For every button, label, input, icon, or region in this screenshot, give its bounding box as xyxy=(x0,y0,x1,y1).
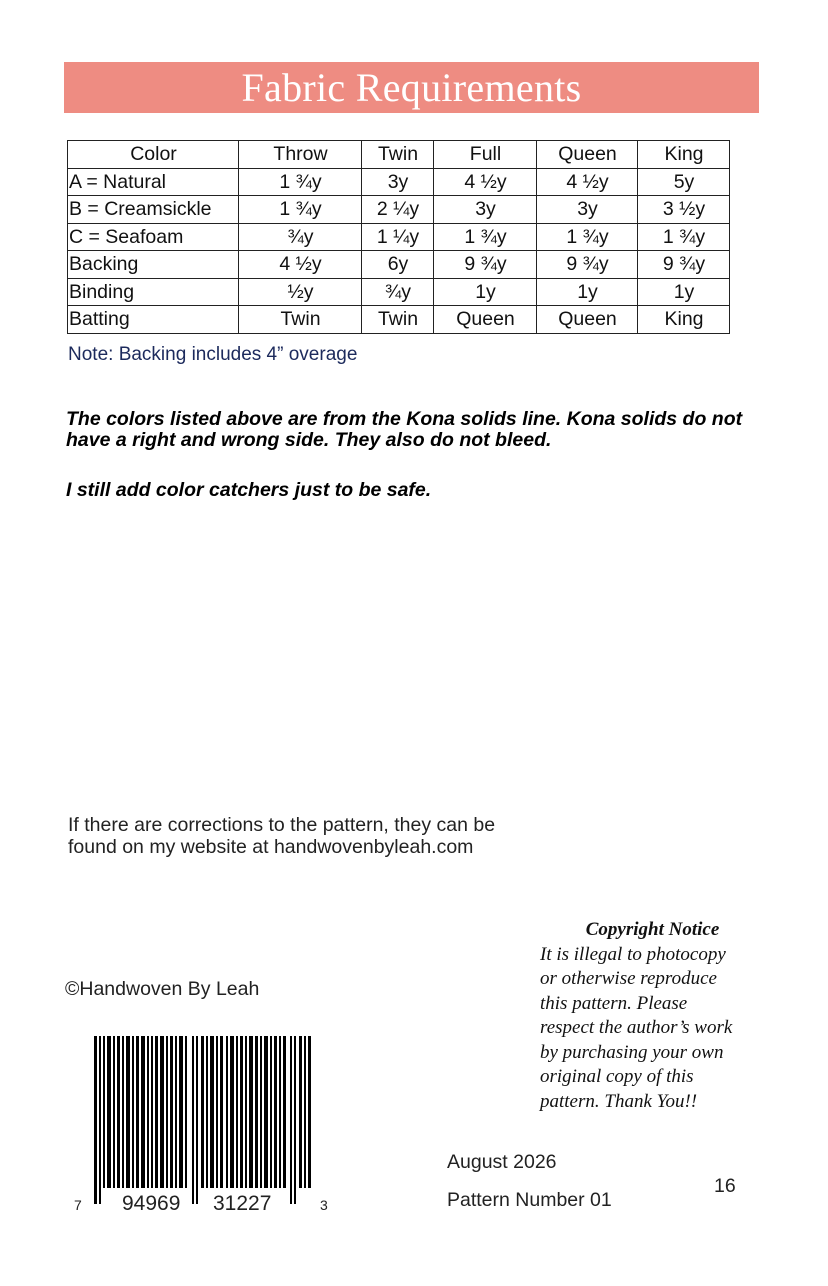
notice-line: It is illegal to photocopy xyxy=(540,943,726,965)
color-catchers-paragraph: I still add color catchers just to be safe. xyxy=(66,479,432,501)
barcode-group-2: 31227 xyxy=(213,1192,272,1215)
row-label: Batting xyxy=(68,306,239,334)
barcode-bar xyxy=(308,1036,311,1188)
table-cell: 2 ¼y xyxy=(362,196,434,224)
table-cell: 1 ¾y xyxy=(638,223,730,251)
page-number: 16 xyxy=(714,1175,736,1197)
barcode-digit-left: 7 xyxy=(74,1197,82,1213)
barcode-bar xyxy=(255,1036,258,1188)
barcode-bar xyxy=(175,1036,177,1188)
notice-line: pattern. Thank You!! xyxy=(540,1090,698,1112)
publication-date: August 2026 xyxy=(447,1151,557,1173)
header-full: Full xyxy=(434,141,537,169)
barcode-bar xyxy=(240,1036,243,1188)
barcode-bar xyxy=(151,1036,153,1188)
header-color: Color xyxy=(68,141,239,169)
barcode-bar xyxy=(299,1036,302,1188)
table-cell: 1y xyxy=(434,278,537,306)
barcode-bar xyxy=(136,1036,139,1188)
barcode-bar xyxy=(160,1036,164,1188)
barcode-bar xyxy=(226,1036,228,1188)
header-twin: Twin xyxy=(362,141,434,169)
barcode-bar xyxy=(274,1036,277,1188)
table-cell: Twin xyxy=(362,306,434,334)
corrections-notice xyxy=(68,814,588,858)
corrections-line-1: If there are corrections to the pattern, they can be xyxy=(68,814,496,836)
table-cell: 1 ¾y xyxy=(537,223,638,251)
row-label: A = Natural xyxy=(68,168,239,196)
notice-line: by purchasing your own xyxy=(540,1041,724,1063)
barcode-bar xyxy=(279,1036,281,1188)
barcode-bar xyxy=(260,1036,262,1188)
table-row xyxy=(68,306,730,334)
barcode-bar xyxy=(117,1036,120,1188)
barcode-bar xyxy=(103,1036,105,1188)
table-cell: King xyxy=(638,306,730,334)
notice-line: or otherwise reproduce xyxy=(540,968,717,989)
barcode-guard-bar xyxy=(192,1036,194,1204)
table-cell: 4 ½y xyxy=(239,251,362,279)
kona-solids-paragraph: The colors listed above are from the Kona solids line. Kona solids do not have a right and wrong side. They also do not bleed. xyxy=(66,408,743,451)
table-cell: 9 ¾y xyxy=(537,251,638,279)
copyright-owner: ©Handwoven By Leah xyxy=(65,978,260,1000)
notice-line: respect the author’s work xyxy=(540,1017,733,1038)
barcode-bar xyxy=(122,1036,124,1188)
copyright-notice xyxy=(540,918,780,1114)
table-cell: 6y xyxy=(362,251,434,279)
barcode-bar xyxy=(210,1036,214,1188)
barcode-guard-bar xyxy=(99,1036,101,1204)
barcode-bar xyxy=(283,1036,286,1188)
header-throw: Throw xyxy=(239,141,362,169)
table-cell: 3 ½y xyxy=(638,196,730,224)
table-cell: 3y xyxy=(434,196,537,224)
table-cell: 1y xyxy=(638,278,730,306)
barcode-bar xyxy=(155,1036,158,1188)
barcode-bar xyxy=(201,1036,204,1188)
table-cell: Queen xyxy=(434,306,537,334)
barcode-bar xyxy=(107,1036,111,1188)
table-row xyxy=(68,251,730,279)
table-header-row xyxy=(68,141,730,169)
table-cell: Twin xyxy=(239,306,362,334)
table-cell: 3y xyxy=(362,168,434,196)
notice-line: original copy of this xyxy=(540,1066,694,1087)
barcode-bar xyxy=(304,1036,306,1188)
row-label: Backing xyxy=(68,251,239,279)
table-cell: 1 ¾y xyxy=(239,196,362,224)
barcode-guard-bar xyxy=(290,1036,292,1204)
table-cell: 9 ¾y xyxy=(638,251,730,279)
barcode xyxy=(66,1036,336,1216)
table-cell: 1y xyxy=(537,278,638,306)
table-cell: 5y xyxy=(638,168,730,196)
pattern-number: Pattern Number 01 xyxy=(447,1189,612,1211)
table-cell: 4 ½y xyxy=(434,168,537,196)
table-cell: 3y xyxy=(537,196,638,224)
table-cell: Queen xyxy=(537,306,638,334)
barcode-bar xyxy=(230,1036,234,1188)
copyright-notice-title: Copyright Notice xyxy=(585,919,720,940)
table-cell: ½y xyxy=(239,278,362,306)
barcode-bar xyxy=(141,1036,145,1188)
barcode-digit-right: 3 xyxy=(320,1197,328,1213)
barcode-bar xyxy=(126,1036,130,1188)
barcode-bar xyxy=(147,1036,149,1188)
table-cell: 1 ¾y xyxy=(434,223,537,251)
barcode-bar xyxy=(220,1036,223,1188)
row-label: C = Seafoam xyxy=(68,223,239,251)
corrections-line-2: found on my website at handwovenbyleah.com xyxy=(68,836,474,858)
backing-note: Note: Backing includes 4” overage xyxy=(68,344,358,365)
barcode-bar xyxy=(185,1036,187,1188)
notice-line: this pattern. Please xyxy=(540,992,688,1014)
barcode-bar xyxy=(113,1036,115,1188)
barcode-bar xyxy=(179,1036,183,1188)
table-cell: 1 ¼y xyxy=(362,223,434,251)
barcode-group-1: 94969 xyxy=(122,1192,181,1215)
barcode-bar xyxy=(216,1036,218,1188)
table-row xyxy=(68,168,730,196)
barcode-guard-bar xyxy=(294,1036,296,1204)
table-cell: 4 ½y xyxy=(537,168,638,196)
barcode-guard-bar xyxy=(94,1036,97,1204)
table-cell: 1 ¾y xyxy=(239,168,362,196)
table-row xyxy=(68,196,730,224)
header-queen: Queen xyxy=(537,141,638,169)
page-title-banner xyxy=(64,62,759,113)
barcode-bar xyxy=(264,1036,268,1188)
barcode-bar xyxy=(249,1036,253,1188)
table-row xyxy=(68,278,730,306)
row-label: B = Creamsickle xyxy=(68,196,239,224)
barcode-guard-bar xyxy=(196,1036,198,1204)
barcode-bar xyxy=(206,1036,208,1188)
header-king: King xyxy=(638,141,730,169)
barcode-bar xyxy=(132,1036,134,1188)
barcode-bar xyxy=(245,1036,247,1188)
fabric-requirements-table xyxy=(67,140,730,334)
table-cell: ¾y xyxy=(362,278,434,306)
table-row xyxy=(68,223,730,251)
barcode-bar xyxy=(170,1036,173,1188)
page-title: Fabric Requirements xyxy=(241,65,582,110)
barcode-bar xyxy=(236,1036,238,1188)
table-cell: 9 ¾y xyxy=(434,251,537,279)
barcode-bar xyxy=(166,1036,168,1188)
table-cell: ¾y xyxy=(239,223,362,251)
row-label: Binding xyxy=(68,278,239,306)
barcode-bar xyxy=(270,1036,272,1188)
